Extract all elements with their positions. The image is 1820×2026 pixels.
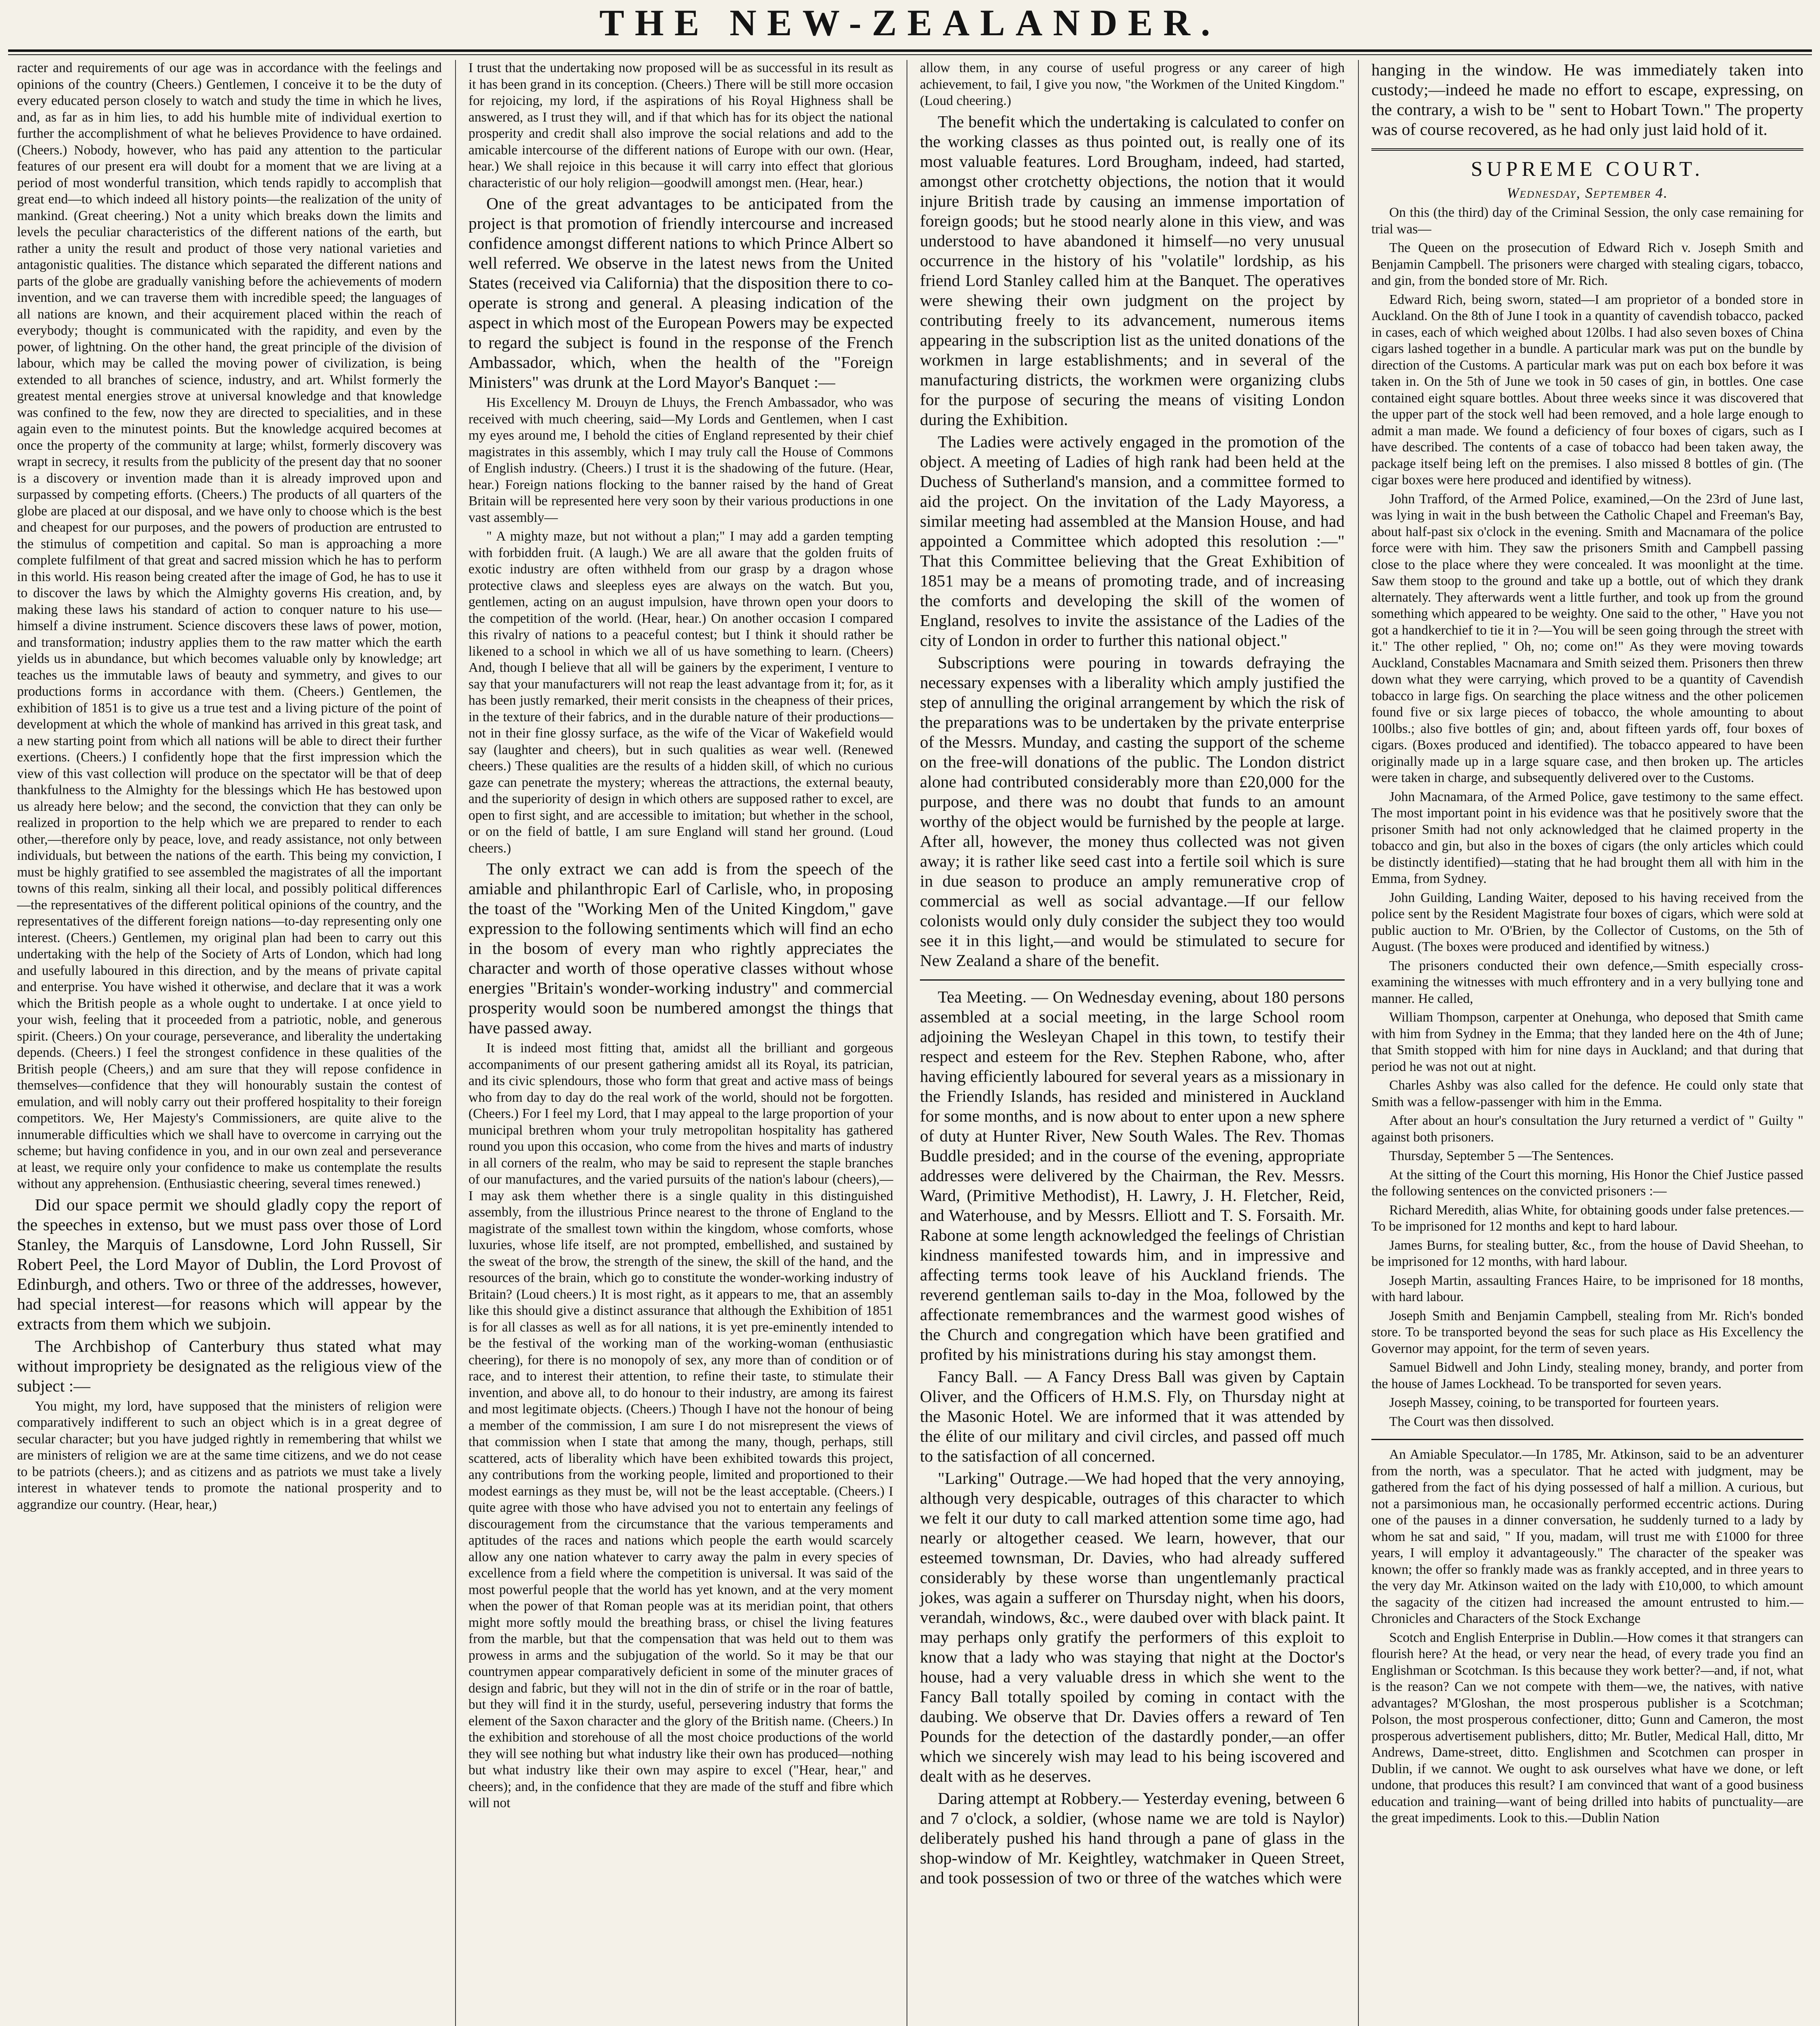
fancy-ball-item: Fancy Ball. — A Fancy Dress Ball was given by Captain Oliver, and the Officers of H.M.S. Fly, on Thursday night at the Masonic Hotel. We are informed that it was attended by the élite of our military and civil circles, and passed off much to the satisfaction of all concerned.	[920, 1367, 1345, 1465]
masthead-rule	[8, 49, 1812, 52]
court-report: The prisoners conducted their own defence,—Smith especially cross-examining the witnesses with much effrontery and in a very bullying tone and manner. He called,	[1371, 958, 1803, 1006]
court-report: On this (the third) day of the Criminal Session, the only case remaining for trial was—	[1371, 205, 1803, 237]
robbery-item-continued: hanging in the window. He was immediately taken into custody;—indeed he made no effort to escape, expressing, on the contrary, a wish to be " sent to Hobart Town." The property was of course recovered, as he had only just laid hold of it.	[1371, 60, 1803, 139]
masthead	[0, 0, 1820, 49]
column-divider	[1358, 60, 1359, 2026]
speech-continuation: I trust that the undertaking now proposed will be as successful in its result as it has been grand in its conception. (Cheers.) There will be still more occasion for rejoicing, my lord, if the aspirations of his Royal Highness shall be answered, as I trust they will, and if that which has for its object the national prosperity and credit shall also improve the social relations and add to the amicable intercourse of the different nations of Europe with our own. (Hear, hear.) We shall rejoice in this because it will carry into effect that glorious characteristic of our holy religion—goodwill amongst men. (Hear, hear.)	[468, 60, 893, 190]
ambassador-speech-continued: " A mighty maze, but not without a plan;" I may add a garden tempting with forbidden fruit. (A laugh.) We are all aware that the golden fruits of exotic industry are often withheld from our grasp by a dragon whose protective claws and sleepless eyes are always on the watch. But you, gentlemen, acting on an august impulsion, have thrown open your doors to the competition of the world. (Hear, hear.) On another occasion I compared this rivalry of nations to a peaceful contest; but I think it should rather be likened to a school in which we all of us have something to learn. (Cheers) And, though I believe that all will be gainers by the experiment, I venture to say that your manufacturers will not reap the least advantage from it; for, as it has been justly remarked, their merit consists in the cheapness of their prices, in the texture of their fabrics, and in the durable nature of their productions—not in their fine glossy surface, as the wife of the Vicar of Wakefield would say (laughter and cheers), but in such qualities as wear well. (Renewed cheers.) These qualities are the results of a hidden skill, of which no curious gaze can penetrate the mystery; whereas the attractions, the external beauty, and the superiority of design in which others are supposed rather to excel, are open to first sight, and are accessible to imitation; but whether in the school, or on the field of battle, I am sure England will stand her ground. (Loud cheers.)	[468, 529, 893, 856]
court-report: The Queen on the prosecution of Edward Rich v. Joseph Smith and Benjamin Campbell. The prisoners were charged with stealing cigars, tobacco, and gin, from the bonded store of Mr. Rich.	[1371, 240, 1803, 288]
newspaper-title: THE NEW-ZEALANDER.	[599, 2, 1221, 43]
section-divider	[920, 979, 1345, 981]
speech-continuation: racter and requirements of our age was in accordance with the feelings and opinions of the country (Cheers.) Gentlemen, I conceive it to be the duty of every educated person closely to watch and study the time in which he lives, and, as far as in him lies, to add his humble mite of individual exertion to further the accomplishment of what he believes Providence to have ordained. (Cheers.) Nobody, however, who has paid any attention to the particular features of our present era will doubt for a moment that we are living at a period of most wonderful transition, which tends rapidly to accomplish that great end—to which indeed all history points—the realization of the unity of mankind. (Great cheering.) Not a unity which breaks down the limits and levels the peculiar characteristics of the different nations of the earth, but rather a unity the result and product of those very national varieties and antagonistic qualities. The distance which separated the different nations and parts of the globe are gradually vanishing before the achievements of modern invention, and we can traverse them with incredible speed; the languages of all nations are known, and their acquirement placed within the reach of everybody; thought is communicated with the rapidity, and even by the power, of lightning. On the other hand, the great principle of the division of labour, which may be called the moving power of civilization, is being extended to all branches of science, industry, and art. Whilst formerly the greatest mental energies strove at universal knowledge and that knowledge was confined to the few, now they are directed to specialities, and in these again even to the minutest points. But the knowledge acquired becomes at once the property of the community at large; whilst, formerly discovery was wrapt in secrecy, it results from the publicity of the present day that no sooner is a discovery or invention made than it is already improved upon and surpassed by competing efforts. (Cheers.) The products of all quarters of the globe are placed at our disposal, and we have only to choose which is the best and cheapest for our purposes, and the powers of production are entrusted to the stimulus of competition and capital. So man is approaching a more complete fulfilment of that great and sacred mission which he has to perform in this world. His reason being created after the image of God, he has to use it to discover the laws by which the Almighty governs His creation, and, by making these laws his standard of action to conquer nature to his use—himself a divine instrument. Science discovers these laws of power, motion, and transformation; industry applies them to the raw matter which the earth yields us in abundance, but which becomes valuable only by knowledge; art teaches us the immutable laws of beauty and symmetry, and gives to our productions forms in accordance with them. (Cheers.) Gentlemen, the exhibition of 1851 is to give us a true test and a living picture of the point of development at which the whole of mankind has arrived in this great task, and a new starting point from which all nations will be able to direct their further exertions. (Cheers.) I confidently hope that the first impression which the view of this vast collection will produce on the spectator will be that of deep thankfulness to the Almighty for the blessings which He has bestowed upon us already here below; and the second, the conviction that they can only be realized in proportion to the help which we are prepared to render to each other,—therefore only by peace, love, and ready assistance, not only between individuals, but between the nations of the earth. This being my conviction, I must be highly gratified to see assembled the magistrates of all the important towns of this realm, sinking all their local, and possibly political differences—the representatives of the different political opinions of the country, and the representatives of the different foreign nations—to-day representing only one interest. (Cheers.) Gentlemen, my original plan had been to carry out this undertaking with the help of the Society of Arts of London, which had long and usefully laboured in this direction, and by the means of private capital and enterprise. You have wished it otherwise, and declare that it was a work which the British people as a whole ought to undertake. I at once yield to your wish, feeling that it proceeded from a patriotic, noble, and generous spirit. (Cheers.) On your courage, perseverance, and liberality the undertaking depends. (Cheers.) I feel the strongest confidence in these qualities of the British people (Cheers,) and am sure that they will repose confidence in themselves—confidence that they will honourably sustain the contest of emulation, and will nobly carry out their proffered hospitality to their foreign competitors. We, Her Majesty's Commissioners, are quite alive to the innumerable difficulties which we shall have to overcome in carrying out the scheme; but having confidence in you, and in our own zeal and perseverance at least, we require only your confidence to make us contemplate the results without any apprehension. (Enthusiastic cheering, several times renewed.)	[17, 60, 442, 1191]
editorial-paragraph: Subscriptions were pouring in towards defraying the necessary expenses with a liberality which amply justified the step of annulling the original arrangement by which the risk of the preparations was to be undertaken by the private enterprise of the Messrs. Munday, and casting the support of the scheme on the free-will donations of the public. The London district alone had contributed considerably more than £20,000 for the purpose, and there was no doubt that funds to an amount worthy of the object would be furnished by the people at large. After all, however, the money thus collected was not given away; it is rather like seed cast into a fertile soil which is sure in due season to produce an amply remunerative crop of commercial as well as social advantage.—If our fellow colonists would only duly consider the subject they too would see it in this light,—and would be stimulated to secure for New Zealand a share of the benefit.	[920, 653, 1345, 970]
amiable-speculator-item: An Amiable Speculator.—In 1785, Mr. Atkinson, said to be an adventurer from the north, was a speculator. That he acted with judgment, may be gathered from the fact of his dying possessed of half a million. A curious, but not a parsimonious man, he occasionally performed eccentric actions. During one of the pauses in a dinner conversation, he suddenly turned to a lady by whom he sat and said, " If you, madam, will trust me with £1000 for three years, I will employ it advantageously." The character of the speaker was known; the offer so frankly made was as frankly accepted, and in three years to the very day Mr. Atkinson waited on the lady with £10,000, to which amount the sagacity of the citizen had increased the amount entrusted to him.—Chronicles and Characters of the Stock Exchange	[1371, 1447, 1803, 1626]
editorial-paragraph: The Ladies were actively engaged in the promotion of the object. A meeting of Ladies of high rank had been held at the Duchess of Sutherland's mansion, and a committee formed to aid the project. On the invitation of the Lady Mayoress, a similar meeting had assembled at the Mansion House, and had appointed a Committee which adopted this resolution :—" That this Committee believing that the Great Exhibition of 1851 may be a means of promoting trade, and of increasing the comforts and developing the skill of the women of England, resolves to invite the assistance of the Ladies of the city of London in order to further this national object."	[920, 432, 1345, 650]
court-closing: The Court was then dissolved.	[1389, 1414, 1554, 1429]
ambassador-speech: His Excellency M. Drouyn de Lhuys, the French Ambassador, who was received with much cheering, said—My Lords and Gentlemen, when I cast my eyes around me, I behold the cities of England represented by their chief magistrates in this assembly, which I may truly call the House of Commons of English industry. (Cheers.) I trust it is the shadowing of the future. (Hear, hear.) Foreign nations flocking to the banner raised by the hand of Great Britain will be represented here very soon by their various productions in one vast assembly—	[468, 395, 893, 525]
court-dateline: Wednesday, September 4.	[1507, 185, 1668, 201]
court-report: John Guilding, Landing Waiter, deposed to his having received from the police sent by the Resident Magistrate four boxes of cigars, which were sold at public auction to Mr. O'Brien, by the Collector of Customs, on the 5th of August. (The boxes were produced and identified by witness.)	[1371, 890, 1803, 954]
sentence-item: Richard Meredith, alias White, for obtaining goods under false pretences.—To be imprisoned for 12 months and kept to hard labour.	[1371, 1202, 1803, 1234]
supreme-court-heading: SUPREME COURT.	[1471, 158, 1704, 181]
column-3	[911, 60, 1354, 2026]
court-report: Edward Rich, being sworn, stated—I am proprietor of a bonded store in Auckland. On the 8th of June I took in a quantity of cavendish tobacco, packed in cases, each of which weighed about 120lbs. I had also seven boxes of China cigars lashed together in a bundle. A particular mark was put on the bundle by direction of the Customs. A particular mark was put on each box before it was taken in. On the 5th of June we took in 50 cases of gin, in bottles. One case contained eight square bottles. About three weeks since it was discovered that the upper part of the stock well had been removed, and a hole large enough to admit a man made. We found a deficiency of four boxes of cigars, such as I have described. The contents of a case of tobacco had been taken away, the package itself being left on the premises. I also missed 8 bottles of gin. (The cigar boxes were here produced and identified by witness).	[1371, 292, 1803, 487]
court-report: John Macnamara, of the Armed Police, gave testimony to the same effect. The most important point in his evidence was that he positively swore that the prisoner Smith had not only acknowledged that he claimed property in the tobacco and gin, but also in the boxes of cigars (the only articles which could be distinctly identified)—stating that he had brought them all with him in the Emma, from Sydney.	[1371, 789, 1803, 886]
robbery-item: Daring attempt at Robbery.— Yesterday evening, between 6 and 7 o'clock, a soldier, (whose name we are told is Naylor) deliberately pushed his hand through a pane of glass in the shop-window of Mr. Keightley, watchmaker in Queen Street, and took possession of two or three of the watches which were	[920, 1789, 1345, 1887]
speech-continuation: allow them, in any course of useful progress or any career of high achievement, to fail, I give you now, "the Workmen of the United Kingdom." (Loud cheering.)	[920, 60, 1345, 108]
sentence-item: Joseph Smith and Benjamin Campbell, stealing from Mr. Rich's bonded store. To be transported beyond the seas for such place as His Excellency the Governor may appoint, for the term of seven years.	[1371, 1308, 1803, 1356]
court-report: At the sitting of the Court this morning, His Honor the Chief Justice passed the following sentences on the convicted prisoners :—	[1371, 1167, 1803, 1199]
court-report: William Thompson, carpenter at Onehunga, who deposed that Smith came with him from Sydney in the Emma; that they landed here on the 4th of June; that Smith stopped with him for nine days in Auckland; and that during that period he was not out at night.	[1371, 1010, 1803, 1074]
section-divider	[1371, 1439, 1803, 1440]
tea-meeting-item: Tea Meeting. — On Wednesday evening, about 180 persons assembled at a social meeting, in the large School room adjoining the Wesleyan Chapel in this town, to testify their respect and esteem for the Rev. Stephen Rabone, who, after having efficiently laboured for several years as a missionary in the Friendly Islands, has resided and ministered in Auckland for some months, and is now about to enter upon a new sphere of duty at Hunter River, New South Wales. The Rev. Thomas Buddle presided; and in the course of the evening, appropriate addresses were delivered by the Chairman, the Rev. Messrs. Ward, (Primitive Methodist), H. Lawry, J. H. Fletcher, Reid, and Waterhouse, and by Messrs. Elliott and T. S. Forsaith. Mr. Rabone at some length acknowledged the feelings of Christian kindness manifested towards him, and in impressive and affecting terms took leave of his Auckland friends. The reverend gentleman sails to-day in the Moa, followed by the affectionate remembrances and the warmest good wishes of the Church and congregation which have been gratified and profited by his ministrations during his stay amongst them.	[920, 987, 1345, 1363]
dublin-enterprise-item: Scotch and English Enterprise in Dublin.—How comes it that strangers can flourish here? At the head, or very near the head, of every trade you find an Englishman or Scotchman. Is this because they work better?—and, if not, what is the reason? Can we not compete with them—we, the natives, with native advantages? M'Gloshan, the most prosperous publisher is a Scotchman; Polson, the most prosperous confectioner, ditto; Gunn and Cameron, the most prosperous advertisement publishers, ditto; Mr. Butler, Medical Hall, ditto, Mr Andrews, Dame-street, ditto. Englishmen and Scotchmen can prosper in Dublin, if we cannot. We ought to ask ourselves what have we done, or left undone, that produces this result? I am convinced that want of a good business education and training—want of being drilled into habits of punctuality—are the great impediments. Look to this.—Dublin Nation	[1371, 1630, 1803, 1825]
sentence-item: Joseph Martin, assaulting Frances Haire, to be imprisoned for 18 months, with hard labour.	[1371, 1273, 1803, 1304]
column-divider	[455, 60, 456, 2026]
carlisle-speech: It is indeed most fitting that, amidst all the brilliant and gorgeous accompaniments of our present gathering amidst all its Royal, its patrician, and its civic splendours, those who form that great and active mass of beings who from day to day do the real work of the world, should not be forgotten. (Cheers.) For I feel my Lord, that I may appeal to the large proportion of your municipal brethren whom your truly metropolitan hospitality has gathered round you upon this occasion, who come from the hives and marts of industry in all corners of the realm, who may be said to represent the staple branches of our manufactures, and the varied pursuits of the nation's labour (cheers),—I may ask them whether there is a single quality in this distinguished assembly, from the illustrious Prince nearest to the throne of England to the magistrate of the smallest town within the kingdom, whose comforts, whose luxuries, whose life itself, are not prompted, embellished, and sustained by the sweat of the brow, the strength of the sinew, the skill of the hand, and the resources of the brain, which go to constitute the wonder-working industry of Britain? (Loud cheers.) It is most right, as it appears to me, that an assembly like this should give a distinct assurance that although the Exhibition of 1851 is for all classes as well as for all nations, it is yet pre-eminently intended to be the festival of the working man of the working-woman (enthusiastic cheering), for there is no monopoly of sex, any more than of condition or of race, and to interest their attention, to refine their taste, to stimulate their invention, and above all, to do honour to their industry, are among its fairest and most legitimate objects. (Cheers.) Though I have not the honour of being a member of the commission, I am sure I do not misrepresent the views of that commission when I state that among the many, though, perhaps, still scattered, acts of liberality which have been exhibited towards this project, any contributions from the working people, limited and proportioned to their modest earnings as they must be, will not be the least acceptable. (Cheers.) I quite agree with those who have advised you not to entertain any feelings of discouragement from the circumstance that the various temperaments and aptitudes of the races and nations which people the earth would scarcely allow any one nation whatever to carry away the palm in every species of excellence from a field where the competition is universal. It was said of the most powerful people that the world has yet known, and at the very moment when the power of that Roman people was at its meridian point, that others might more softly mould the breathing brass, or chisel the living features from the marble, but that the compensation that was held out to them was prowess in arms and the subjugation of the world. So it may be that our countrymen appear comparatively deficient in some of the minuter graces of design and fabric, but they will not in the din of strife or in the roar of battle, but they will find it in the sturdy, useful, persevering industry that forms the element of the Saxon character and the glory of the British name. (Cheers.) In the exhibition and storehouse of all the most choice productions of the world they will see nothing but what industry like their own has produced—nothing but what industry like their own may aspire to excel ("Hear, hear," and cheers); and, in the confidence that they are made of the stuff and fibre which will not	[468, 1041, 893, 1810]
sentence-item: Joseph Massey, coining, to be transported for fourteen years.	[1389, 1395, 1719, 1410]
editorial-paragraph: Did our space permit we should gladly copy the report of the speeches in extenso, but we must pass over those of Lord Stanley, the Marquis of Lansdowne, Lord John Russell, Sir Robert Peel, the Lord Mayor of Dublin, the Lord Provost of Edinburgh, and others. Two or three of the addresses, however, had special interest—for reasons which will appear by the extracts from them which we subjoin.	[17, 1195, 442, 1333]
larking-outrage-item: "Larking" Outrage.—We had hoped that the very annoying, although very despicable, outrages of this character to which we felt it our duty to call marked attention some time ago, had nearly or altogether ceased. We learn, however, that our esteemed townsman, Dr. Davies, who had already suffered considerably by these worse than ungentlemanly practical jokes, was again a sufferer on Thursday night, when his doors, verandah, windows, &c., were daubed over with black paint. It may perhaps only gratify the performers of this exploit to know that a lady who was staying that night at the Doctor's house, had a very valuable dress in which she went to the Fancy Ball totally spoiled by coming in contact with the daubing. We observe that Dr. Davies offers a reward of Ten Pounds for the detection of the dastardly ponder,—an offer which we sincerely wish may lead to his being iscovered and dealt with as he deserves.	[920, 1468, 1345, 1785]
section-divider	[1371, 148, 1803, 151]
editorial-paragraph: The benefit which the undertaking is calculated to confer on the working classes as thus pointed out, is really one of its most valuable features. Lord Brougham, indeed, had started, amongst other crotchetty objections, the notion that it would injure British trade by causing an immense importation of foreign goods; but he stood nearly alone in this view, and was understood to have abandoned it himself—no very unusual occurrence in the history of his "volatile" lordship, as his friend Lord Stanley called him at the Banquet. The operatives were shewing their own judgment on the project by contributing freely to its advancement, numerous items appearing in the subscription list as the united donations of the workmen in large establishments; and in several of the manufacturing districts, the workmen were organizing clubs for the purpose of securing the means of visiting London during the Exhibition.	[920, 112, 1345, 429]
archbishop-speech: You might, my lord, have supposed that the ministers of religion were comparatively indifferent to such an object which is in a great degree of secular character; but you have judged rightly in remembering that whilst we are ministers of religion we are at the same time citizens, and we do not cease to be patriots (cheers.); and as citizens and as patriots we must take a lively interest in whatever tends to promote the national prosperity and to aggrandize our country. (Hear, hear,)	[17, 1398, 442, 1512]
sentences-dateline: Thursday, September 5 —The Sentences.	[1389, 1148, 1614, 1163]
court-report: Charles Ashby was also called for the defence. He could only state that Smith was a fellow-passenger with him in the Emma.	[1371, 1078, 1803, 1109]
column-1	[8, 60, 451, 2026]
court-report: After about an hour's consultation the Jury returned a verdict of " Guilty " against both prisoners.	[1371, 1113, 1803, 1145]
court-report: John Trafford, of the Armed Police, examined,—On the 23rd of June last, was lying in wait in the bush between the Catholic Chapel and Freeman's Bay, about half-past six o'clock in the evening. Smith and Macnamara of the police force were with him. They saw the prisoners Smith and Campbell passing close to the place where they were concealed. It was moonlight at the time. Saw them stoop to the ground and take up a bottle, out of which they drank alternately. They afterwards went a little further, and took up from the ground something which appeared to be weighty. One said to the other, " Have you not got a handkerchief to tie it in ?—You will be seen going through the street with it." The other replied, " Oh, no; come on!" As they were moving towards Auckland, Constables Macnamara and Smith seized them. Prisoners then threw down what they were carrying, which proved to be a quantity of Cavendish tobacco in large figs. On searching the place witness and the other policemen found five or six large pieces of tobacco, the whole amounting to about 100lbs.; also five bottles of gin; and, about fifteen yards off, four boxes of cigars. (Boxes produced and identified). The tobacco appeared to have been originally made up in a large square case, and then broken up. The articles were taken in charge, and subsequently delivered over to the Customs.	[1371, 491, 1803, 785]
column-2	[460, 60, 902, 2026]
sentence-item: Samuel Bidwell and John Lindy, stealing money, brandy, and porter from the house of James Lockhead. To be transported for seven years.	[1371, 1360, 1803, 1391]
editorial-paragraph: The Archbishop of Canterbury thus stated what may without impropriety be designated as the religious view of the subject :—	[17, 1336, 442, 1395]
masthead-rule-thin	[8, 54, 1812, 55]
editorial-paragraph: One of the great advantages to be anticipated from the project is that promotion of friendly intercourse and increased confidence amongst different nations to which Prince Albert so well referred. We observe in the latest news from the United States (received via California) that the disposition there to co-operate is strong and general. A pleasing indication of the aspect in which most of the European Powers may be expected to regard the subject is found in the response of the French Ambassador, which, when the health of the "Foreign Ministers" was drunk at the Lord Mayor's Banquet :—	[468, 194, 893, 391]
column-4	[1362, 60, 1812, 2026]
sentence-item: James Burns, for stealing butter, &c., from the house of David Sheehan, to be imprisoned for 12 months, with hard labour.	[1371, 1237, 1803, 1269]
editorial-paragraph: The only extract we can add is from the speech of the amiable and philanthropic Earl of Carlisle, who, in proposing the toast of the "Working Men of the United Kingdom," gave expression to the following sentiments which will find an echo in the bosom of every man who rightly appreciates the character and worth of those operative classes without whose energies "Britain's wonder-working industry" and commercial prosperity would soon be numbered amongst the things that have passed away.	[468, 859, 893, 1037]
